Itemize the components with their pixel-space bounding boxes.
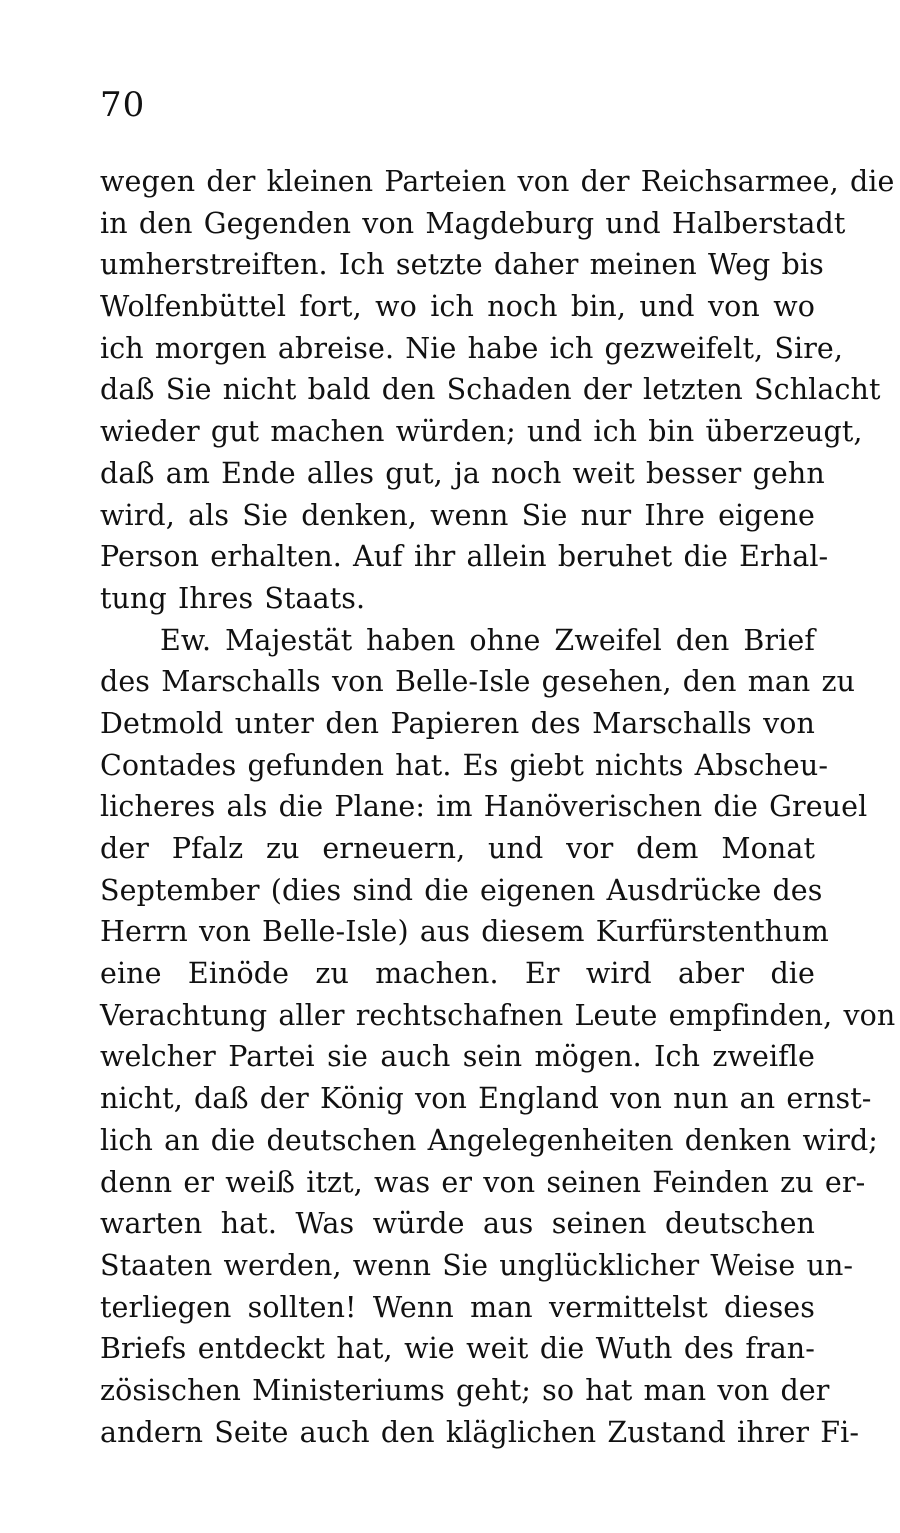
text-line: warten hat. Was würde aus seinen deutschen [100, 1207, 815, 1241]
text-line: Herrn von Belle-Isle) aus diesem Kurfürstenthum [100, 915, 829, 949]
text-line: wird, als Sie denken, wenn Sie nur Ihre eigene [100, 498, 815, 532]
text-line: Contades gefunden hat. Es giebt nichts Abscheu- [100, 748, 829, 782]
body-text [100, 161, 896, 1453]
text-line: nicht, daß der König von England von nun an ernst- [100, 1082, 872, 1116]
page-number: 70 [100, 85, 146, 125]
text-line: September (dies sind die eigenen Ausdrücke des [100, 873, 823, 907]
text-line: zösischen Ministeriums geht; so hat man von der [100, 1373, 830, 1407]
text-line: ich morgen abreise. Nie habe ich gezweifelt, Sire, [100, 331, 844, 365]
text-line: daß am Ende alles gut, ja noch weit besser gehn [100, 456, 825, 490]
text-line: Briefs entdeckt hat, wie weit die Wuth des fran- [100, 1332, 815, 1366]
text-line: wegen der kleinen Parteien von der Reichsarmee, die [100, 165, 895, 198]
text-line: eine Einöde zu machen. Er wird aber die [100, 957, 815, 991]
text-line: daß Sie nicht bald den Schaden der letzten Schlacht [100, 373, 881, 407]
text-line: Person erhalten. Auf ihr allein beruhet die Erhal- [100, 540, 829, 574]
text-line: licheres als die Plane: im Hanöverischen die Greuel [100, 790, 868, 824]
paragraph-end-line: tung Ihres Staats. [100, 581, 366, 615]
text-line: in den Gegenden von Magdeburg und Halberstadt [100, 206, 846, 240]
text-line: Detmold unter den Papieren des Marschalls von [100, 706, 815, 740]
text-line: Staaten werden, wenn Sie unglücklicher Weise un- [100, 1248, 854, 1282]
text-line: des Marschalls von Belle-Isle gesehen, den man zu [100, 665, 856, 699]
text-line: andern Seite auch den kläglichen Zustand ihrer Fi- [100, 1415, 860, 1449]
text-line: Wolfenbüttel fort, wo ich noch bin, und von wo [100, 290, 815, 324]
text-line: Verachtung aller rechtschafnen Leute empfinden, von [100, 998, 896, 1032]
text-line: wieder gut machen würden; und ich bin überzeugt, [100, 415, 863, 449]
text-line: umherstreiften. Ich setzte daher meinen Weg bis [100, 248, 824, 282]
paragraph-start-line: Ew. Majestät haben ohne Zweifel den Brief [160, 623, 815, 657]
text-line: denn er weiß itzt, was er von seinen Feinden zu er- [100, 1165, 866, 1199]
text-line: terliegen sollten! Wenn man vermittelst dieses [100, 1290, 815, 1324]
text-line: lich an die deutschen Angelegenheiten denken wird; [100, 1123, 878, 1157]
text-line: welcher Partei sie auch sein mögen. Ich zweifle [100, 1040, 815, 1074]
text-line: der Pfalz zu erneuern, und vor dem Monat [100, 832, 815, 865]
